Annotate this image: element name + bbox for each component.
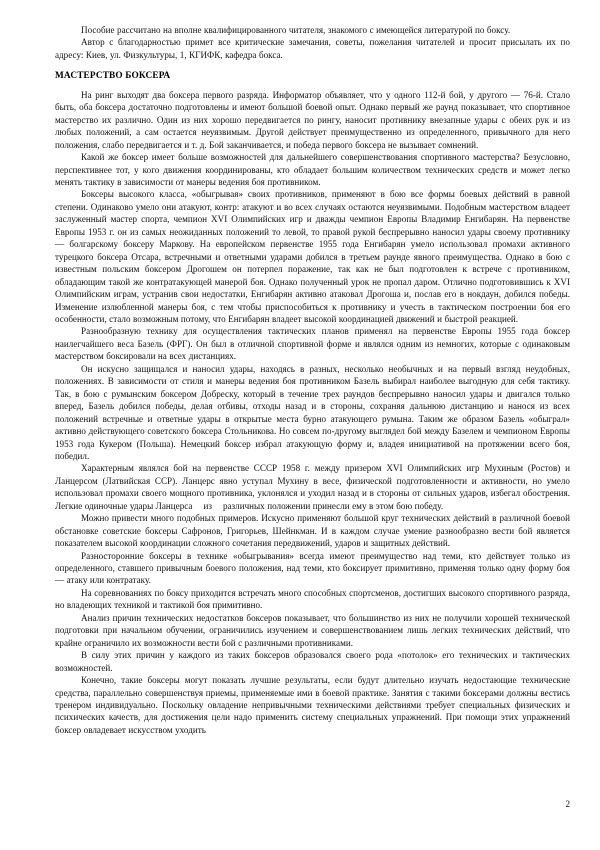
heading-spacer-above xyxy=(55,61,570,70)
paragraph-competition-observations: На соревнованиях по боксу приходится встречать много способных спортсменов, достигших высокого спортивного разряда, но владеющих техникой и тактикой боя примитивно. xyxy=(55,587,570,611)
paragraph-skill-ceiling: В силу этих причин у каждого из таких боксеров образовался своего рода «потолок» его технических и тактических возможностей. xyxy=(55,650,570,673)
paragraph-bazel-tactics: Он искусно защищался и наносил удары, находясь в разных, несколько необычных и на первый взгляд неудобных, положениях. В зависимости от стиля и манеры ведения боя противником Базель выбирал наиболее выгодную для себя тактику. Так, в бою с румынским боксером Добреску, который в течение трех раундов беспрерывно наносил удары и двигался только вперед, Базель добился победы, делая отбивы, отходы назад и в стороны, сохраняя дальнюю дистанцию и нанося из всех положений встречные и ответные удары в открытые места бурно атакующего румына. Таким же образом Базель «обыграл» активно действующего советского боксера Стольникова. Но совсем по-другому выглядел бой между Базелем и чемпионом Европы 1953 года Кукером (Польша). Немецкий боксер избрал атакующую форму и, владея инициативой на протяжении всего боя, победил. xyxy=(55,363,570,461)
paragraph-versatile-boxers-advantage: Разносторонние боксеры в технике «обыгрывания» всегда имеют преимущество над теми, кто действует только из определенного, ставшего привычным боевого положения, над теми, кто боксирует примитивно, применяя только одну форму боя — атаку или контратаку. xyxy=(55,550,570,586)
paragraph-preface-audience: Пособие рассчитано на вполне квалифицированного читателя, знакомого с имеющейся литературой по боксу. xyxy=(81,25,511,35)
paragraph-mukhin-lancers-bout xyxy=(55,462,570,512)
paragraph-technical-deficiency-analysis: Анализ причин технических недостатков боксеров показывает, что большинство из них не получили хорошей технической подготовки при начальном обучении, ограничились изучением и совершенствованием лишь легких технических действий, что крайне ограничило их возможности вести бой с различными противниками. xyxy=(55,612,570,648)
page-number: 2 xyxy=(565,799,570,809)
paragraph-author-contact: Автор с благодарностью примет все критические замечания, советы, пожелания читателей и просит присылать их по адресу: Киев, ул. Физкультуры, 1, КГИФК, кафедра бокса. xyxy=(55,37,570,60)
bout-text-part-one: Характерным являлся бой на первенстве СССР 1958 г. между призером XVI Олимпийских игр Мухиным (Ростов) и Ланцерсом (Латвийская ССР). Ланцерс явно уступал Мухину в весе, физической подготовленности и активности, но умело использовал промахи своего мощного противника, уклонялся и уходил назад и в стороны от сильных ударов, избегал обострения. Легкие одиночные удары Ланцерса xyxy=(55,463,570,511)
page-content xyxy=(55,24,570,736)
paragraph-high-class-boxers: Боксеры высокого класса, «обыгрывая» своих противников, применяют в бою все формы боевых действий в равной степени. Одинаково умело они атакуют, контр: атакуют и во всех случаях остаются неуязвимыми. Подобным мастерством владеет заслуженный мастер спорта, чемпион XVI Олимпийских игр и дважды чемпион Европы Владимир Енгибарян. На первенстве Европы 1953 г. он из самых неожиданных положений то левой, то правой рукой беспрерывно наносил удары своему противнику — болгарскому боксеру Маркову. На европейском первенстве 1955 года Енгибарян умело использовал промахи активного турецкого боксера Отсара, встречными и ответными ударами добился в третьем раунде явного преимущества. Однако в бою с известным польским боксером Дрогошем он потерпел поражение, так как не был подготовлен к встрече с противником, обладающим такой же контратакующей манерой боя. Однако полученный урок не пропал даром. Отлично подготовившись к XVI Олимпийским играм, устранив свои недостатки, Енгибарян активно атаковал Дрогоша и, послав его в нокдаун, добился победы. Изменение излюбленной манеры боя, с тем чтобы приспособиться к противнику и учесть в тактическом построении боя его особенности, стало возможным потому, что Енгибарян владеет высокой координацией движений и быстрой реакцией. xyxy=(55,189,570,324)
bout-text-word-iz: из xyxy=(203,500,212,511)
paragraph-ring-example: На ринг выходят два боксера первого разряда. Информатор объявляет, что у одного 112-й бой, у другого — 76-й. Стало быть, оба боксера достаточно подготовлены и имеют большой боевой опыт. Однако первый же раунд показывает, что спортивное мастерство их различно. Один из них хорошо передвигается по рингу, наносит противнику внезапные удары с обеих рук и из любых положений, а сам остается неуязвимым. Другой действует преимущественно из определенного, привычного для него положения, слабо передвигается и т. д. Бой заканчивается, и победа первого боксера не вызывает сомнений. xyxy=(55,89,570,150)
section-heading-boxer-mastery: МАСТЕРСТВО БОКСЕРА xyxy=(55,71,171,82)
paragraph-which-boxer-question: Какой же боксер имеет больше возможностей для дальнейшего совершенствования спортивного мастерства? Безусловно, перспективнее тот, у кого движения координированы, кто обладает большим количеством технических средств и может легко менять тактику в зависимости от манеры ведения боя противником. xyxy=(55,152,570,187)
bout-text-part-two: различных положении принесли ему в этом бою победу. xyxy=(222,500,444,511)
paragraph-bazel-technique: Разнообразную технику для осуществления тактических планов применял на первенстве Европы 1955 года боксер наилегчайшего веса Базель (ФРГ). Он был в отличной спортивной форме и являлся одним из немногих, которые с одинаковым мастерством боксировали на всех дистанциях. xyxy=(55,326,570,362)
paragraph-individual-training-conclusion: Конечно, такие боксеры могут показать лучшие результаты, если будут длительно изучать недостающие технические средства, параллельно совершенствуя приемы, применяемые ими в боевой практике. Занятия с такими боксерами должны вестись тренером индивидуально. Поскольку овладение непривычными техническими действиями требует специальных физических и психических качеств, для достижения цели надо применить систему специальных упражнений. При помощи этих упражнений боксер овладевает искусством уходить xyxy=(55,675,570,735)
paragraph-soviet-boxers-examples: Можно привести много подобных примеров. Искусно применяют большой круг технических действий в различной боевой обстановке советские боксеры Сафронов, Григорьев, Шейнкман. И в каждом случае умение разнообразно вести бой является показателем высокой координации сложного сочетания передвижений, ударов и защитных действий. xyxy=(55,513,570,549)
